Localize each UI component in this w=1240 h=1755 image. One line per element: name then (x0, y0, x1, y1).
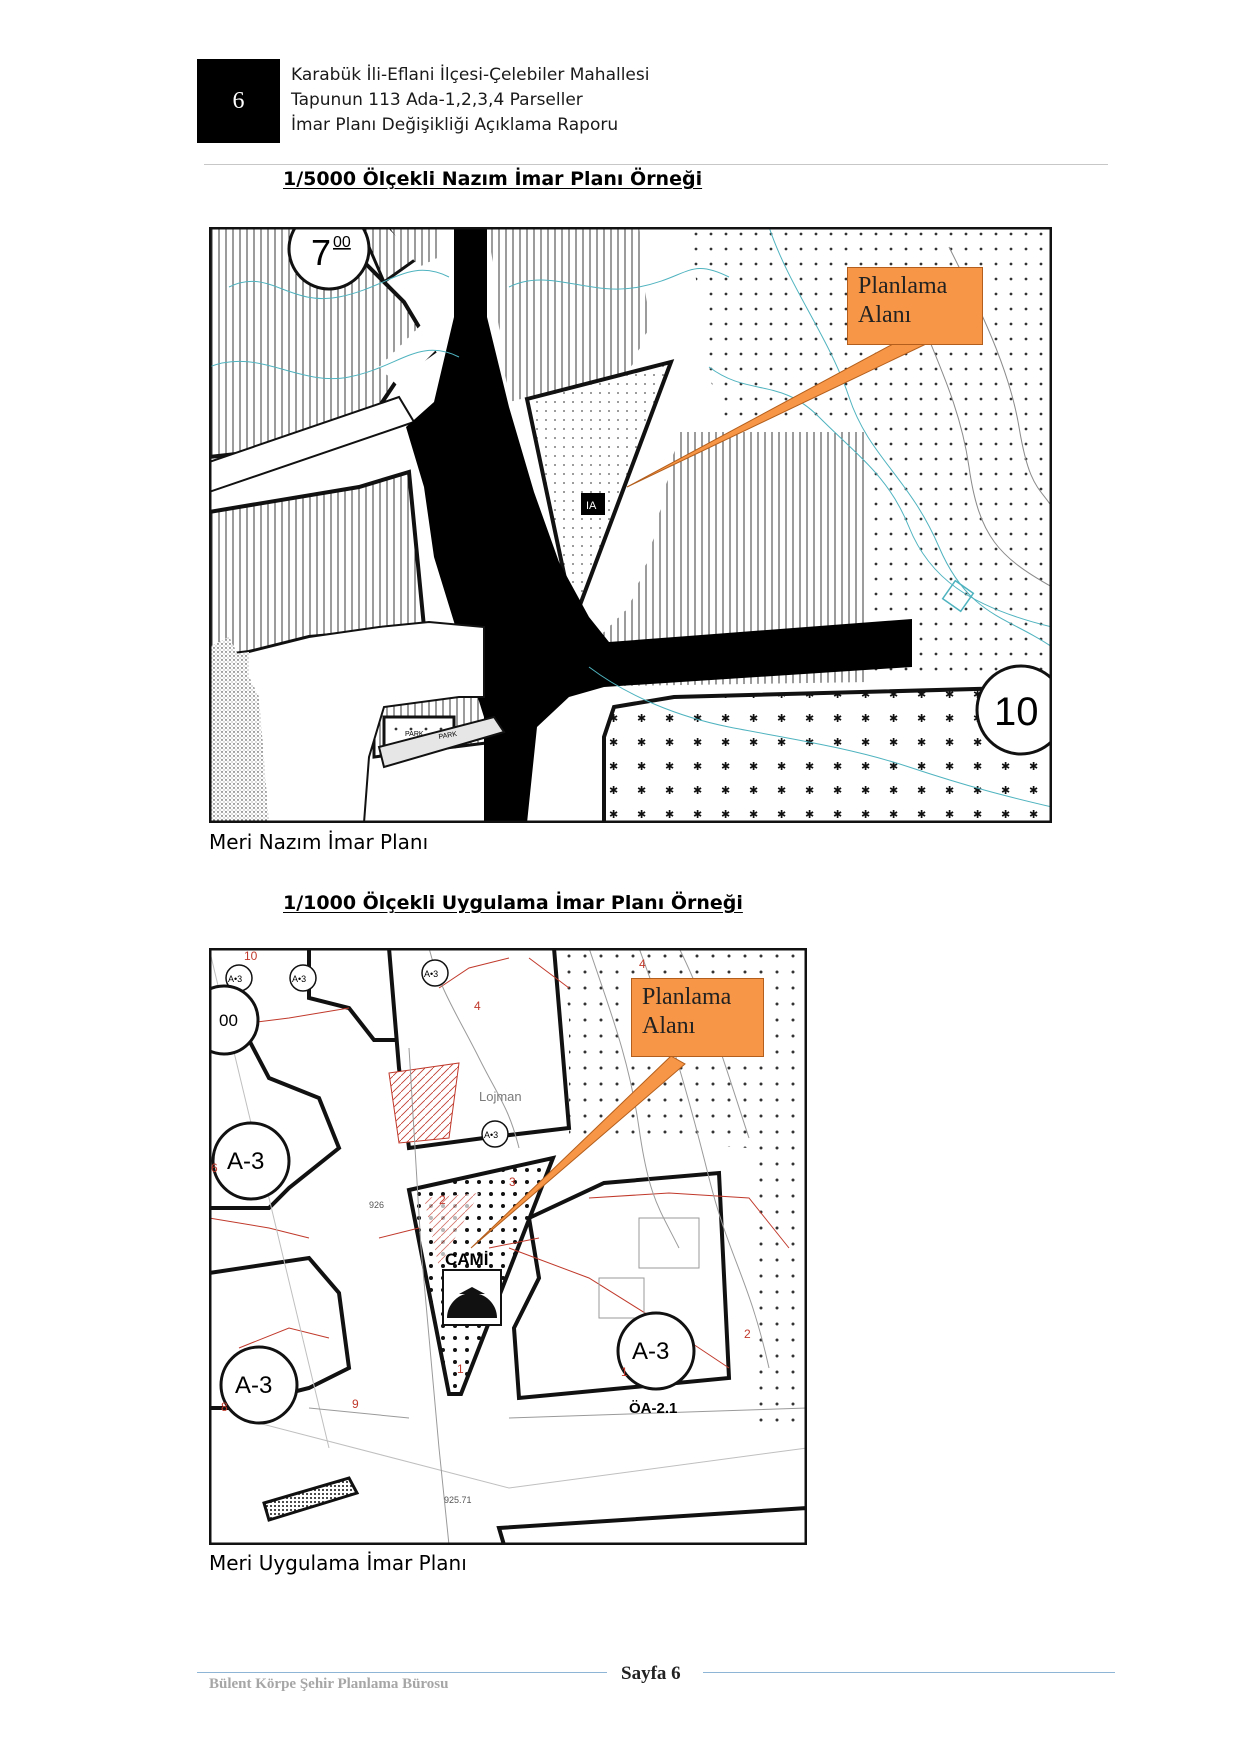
oa-label: ÖA-2.1 (629, 1400, 678, 1417)
header-line-parcels: Tapunun 113 Ada-1,2,3,4 Parseller (291, 90, 583, 110)
park-label-2: PARK (438, 730, 458, 741)
zone-a3-left-label: A-3 (227, 1148, 265, 1175)
parcel-number-1b: 1 (621, 1365, 628, 1379)
plan-circle-10-number: 10 (994, 690, 1039, 734)
planning-area-callout-1 (847, 267, 983, 345)
parcel-number-4b: 4 (474, 999, 481, 1013)
lojman-label: Lojman (479, 1089, 522, 1104)
parcel-number-10: 10 (244, 949, 258, 963)
header-line-report: İmar Planı Değişikliği Açıklama Raporu (291, 115, 619, 135)
caption-nazim-plan: Meri Nazım İmar Planı (209, 830, 429, 854)
callout-2-line2: Alanı (642, 1013, 696, 1039)
parcel-number-4a: 4 (639, 957, 646, 971)
elevation-label-2: 926 (369, 1200, 385, 1210)
cami-label: CAMİ (445, 1250, 489, 1269)
page-number: 6 (232, 87, 245, 114)
plan-circle-7-sup: 00 (333, 234, 351, 251)
plan-circle-7-number: 7 (311, 232, 332, 273)
zone-a3-bottom-label: A-3 (235, 1372, 273, 1399)
page-number-badge (197, 59, 280, 143)
section-title-1000: 1/1000 Ölçekli Uygulama İmar Planı Örneği (283, 892, 743, 914)
zone-a3-small-4: A•3 (484, 1130, 499, 1140)
caption-uygulama-plan: Meri Uygulama İmar Planı (209, 1551, 467, 1575)
parcel-number-1a: 1 (457, 1362, 464, 1376)
zone-a3-small-2: A•3 (292, 974, 307, 984)
zone-a3-small-3: A•3 (424, 969, 439, 979)
header-divider (204, 164, 1108, 165)
document-header (291, 63, 649, 138)
park-label-1: PARK (405, 731, 424, 738)
footer-divider-left (197, 1672, 607, 1673)
callout-1-line2: Alanı (858, 302, 912, 328)
zone-a3-right-label: A-3 (632, 1338, 670, 1365)
footer-divider-right (703, 1672, 1115, 1673)
zone-a3-small-1: A•3 (228, 974, 243, 984)
plan-circle-00-label: 00 (219, 1011, 238, 1030)
parcel-number-2b: 2 (744, 1327, 751, 1341)
elevation-label-1: 925.71 (444, 1495, 472, 1505)
parcel-number-8: 8 (221, 1400, 228, 1414)
planning-area-callout-2 (631, 978, 764, 1057)
parcel-number-6: 6 (211, 1161, 218, 1175)
header-line-location: Karabük İli-Eflani İlçesi-Çelebiler Mahallesi (291, 65, 650, 85)
footer-page-number: Sayfa 6 (621, 1663, 681, 1684)
parcel-number-3: 3 (509, 1175, 516, 1189)
callout-2-line1: Planlama (642, 984, 732, 1010)
parcel-number-9: 9 (352, 1397, 359, 1411)
footer-organization: Bülent Körpe Şehir Planlama Bürosu (209, 1676, 449, 1692)
symbol-label: IA (586, 500, 597, 512)
section-title-5000: 1/5000 Ölçekli Nazım İmar Planı Örneği (283, 168, 703, 190)
callout-1-line1: Planlama (858, 273, 948, 299)
parcel-number-2a: 2 (439, 1193, 446, 1207)
